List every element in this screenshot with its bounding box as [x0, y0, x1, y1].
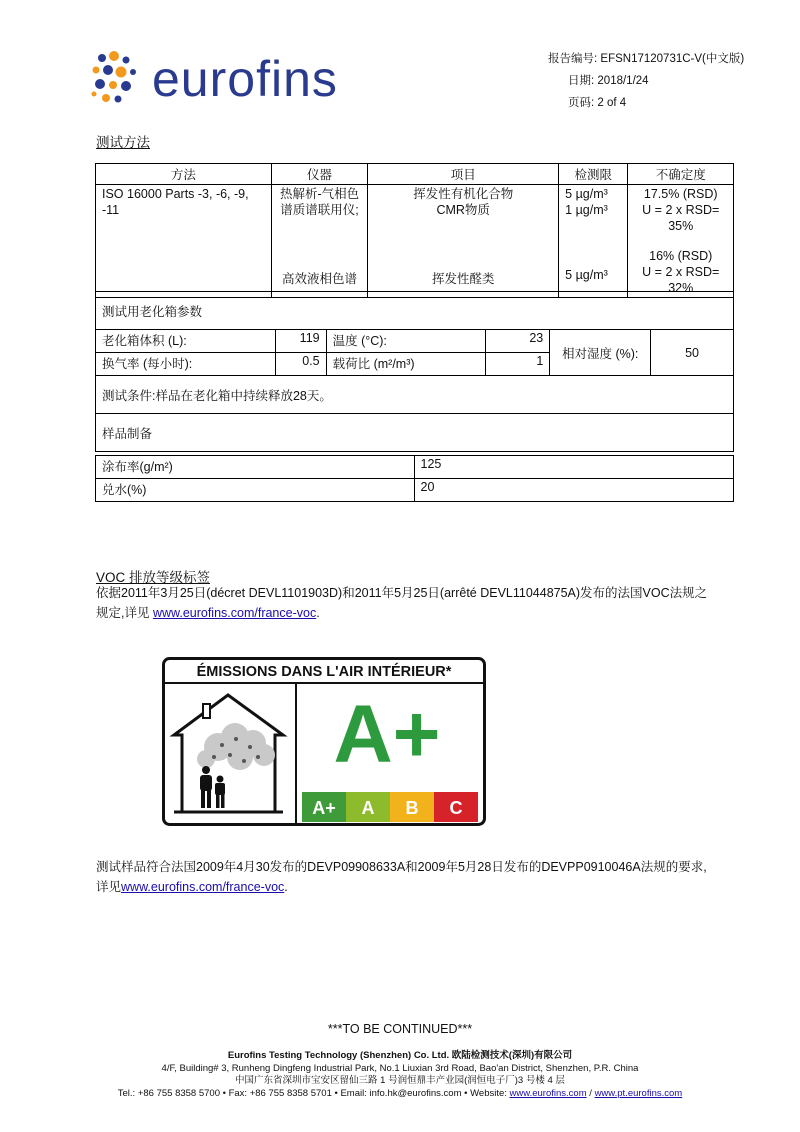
uncertainty-cell — [628, 185, 734, 298]
footer-contact-text: Tel.: +86 755 8358 5700 • Fax: +86 755 8358 5701 • Email: info.hk@eurofins.com • Website: — [117, 1087, 510, 1099]
compliance-text — [96, 857, 786, 897]
table-row — [96, 376, 734, 414]
voc-text — [96, 583, 776, 623]
rh-label: 相对湿度 (%): — [550, 330, 651, 376]
water-value: 20 — [414, 479, 734, 502]
test-method-table — [95, 163, 734, 298]
method-cell: ISO 16000 Parts -3, -6, -9, -11 — [96, 185, 272, 298]
voc-line-1: 依据2011年3月25日(décret DEVL1101903D)和2011年5月25日(arrêté DEVL11044875A)发布的法国VOC法规之 — [96, 586, 708, 600]
header-limit: 检测限 — [559, 164, 628, 185]
unc-1a: 17.5% (RSD) — [643, 187, 718, 201]
compliance-line-2 — [96, 877, 786, 897]
compliance-line-2-suffix: . — [284, 880, 288, 894]
sample-prep-title: 样品制备 — [96, 414, 734, 452]
coverage-value: 125 — [414, 456, 734, 479]
table-row — [96, 185, 734, 298]
grade-scale-a-label: A — [361, 798, 375, 818]
grade-scale-ap-label: A+ — [312, 798, 336, 818]
compliance-line-1: 测试样品符合法国2009年4月30发布的DEVP09908633A和2009年5月28日发布的DEVPP0910046A法规的要求, — [96, 860, 707, 874]
air-change-label: 换气率 (每小时): — [96, 353, 276, 376]
voc-line-2 — [96, 603, 776, 623]
report-meta — [548, 48, 744, 114]
rh-value: 50 — [651, 330, 734, 376]
instrument-cell — [271, 185, 367, 298]
report-no-label: 报告编号: — [548, 53, 598, 65]
table-header-row — [96, 164, 734, 185]
table-row — [96, 330, 734, 353]
air-change-value: 0.5 — [275, 353, 326, 376]
chamber-params-title: 测试用老化箱参数 — [96, 292, 734, 330]
header-instrument: 仪器 — [271, 164, 367, 185]
test-condition: 测试条件:样品在老化箱中持续释放28天。 — [96, 376, 734, 414]
report-date: 2018/1/24 — [597, 75, 649, 87]
footer-website-link-1[interactable]: www.eurofins.com — [509, 1087, 587, 1099]
footer-block — [0, 1050, 800, 1100]
instrument-1: 热解析-气相色谱质谱联用仪; — [279, 187, 360, 217]
header-item: 项目 — [368, 164, 559, 185]
header-method: 方法 — [96, 164, 272, 185]
voc-link[interactable]: www.eurofins.com/france-voc — [152, 606, 317, 620]
volume-value: 119 — [275, 330, 326, 353]
compliance-link[interactable]: www.eurofins.com/france-voc — [121, 880, 285, 894]
chamber-table — [95, 291, 734, 452]
page-number: 2 of 4 — [597, 97, 627, 109]
table-row — [96, 456, 734, 479]
emission-label-graphic — [162, 657, 486, 826]
footer-contact — [0, 1088, 800, 1101]
grade-text: A+ — [333, 689, 441, 780]
voc-line-2-suffix: . — [316, 606, 320, 620]
footer-website-link-2[interactable]: www.pt.eurofins.com — [594, 1087, 683, 1099]
table-row — [96, 414, 734, 452]
limit-cell — [559, 185, 628, 298]
item-cell — [368, 185, 559, 298]
to-be-continued: ***TO BE CONTINUED*** — [327, 1022, 473, 1036]
footer-company: Eurofins Testing Technology (Shenzhen) Co. Ltd. 欧陆检测技术(深圳)有限公司 — [227, 1050, 573, 1061]
limit-1a: 5 µg/m³ — [565, 187, 608, 201]
loading-value: 1 — [486, 353, 550, 376]
unc-2b: U = 2 x RSD= 32% — [642, 265, 720, 295]
logo-dots-icon — [88, 48, 148, 110]
item-1a: 挥发性有机化合物 — [413, 187, 514, 201]
voc-line-2-prefix: 规定,详见 — [96, 606, 153, 620]
limit-1b: 1 µg/m³ — [565, 203, 608, 217]
table-row — [96, 479, 734, 502]
unc-1b: U = 2 x RSD= 35% — [642, 203, 720, 233]
coverage-label: 涂布率(g/m²) — [96, 456, 415, 479]
temp-label: 温度 (°C): — [326, 330, 486, 353]
table-row — [96, 292, 734, 330]
item-2: 挥发性醛类 — [431, 272, 495, 286]
footer-address-en: 4/F, Building# 3, Runheng Dingfeng Industrial Park, No.1 Liuxian 3rd Road, Bao'an District, Shenzhen, P.R. China — [161, 1062, 639, 1074]
grade-scale-b-label: B — [405, 798, 419, 818]
temp-value: 23 — [486, 330, 550, 353]
footer-address-cn: 中国广东省深圳市宝安区留仙三路 1 号润恒鼎丰产业园(润恒电子厂)3 号楼 4 层 — [235, 1075, 565, 1086]
water-label: 兑水(%) — [96, 479, 415, 502]
brand-name: eurofins — [152, 51, 338, 107]
volume-label: 老化箱体积 (L): — [96, 330, 276, 353]
item-1b: CMR物质 — [436, 203, 490, 217]
test-method-title: 测试方法 — [96, 135, 150, 150]
label-title-text: ÉMISSIONS DANS L'AIR INTÉRIEUR* — [196, 664, 452, 680]
header-uncertainty: 不确定度 — [628, 164, 734, 185]
sample-prep-table — [95, 455, 734, 502]
emission-label — [162, 657, 486, 826]
eurofins-logo — [88, 48, 368, 110]
footer-separator: / — [586, 1087, 595, 1099]
loading-label: 载荷比 (m²/m³) — [326, 353, 486, 376]
report-no: EFSN17120731C-V(中文版) — [600, 53, 745, 65]
grade-scale-c-label: C — [449, 798, 463, 818]
page-label: 页码: — [568, 97, 595, 109]
grade-scale — [302, 792, 478, 822]
compliance-line-2-prefix: 详见 — [96, 880, 122, 894]
voc-title: VOC 排放等级标签 — [96, 570, 211, 585]
instrument-2: 高效液相色谱 — [282, 272, 358, 286]
unc-2a: 16% (RSD) — [649, 249, 713, 263]
date-label: 日期: — [568, 75, 595, 87]
limit-2: 5 µg/m³ — [565, 268, 608, 282]
